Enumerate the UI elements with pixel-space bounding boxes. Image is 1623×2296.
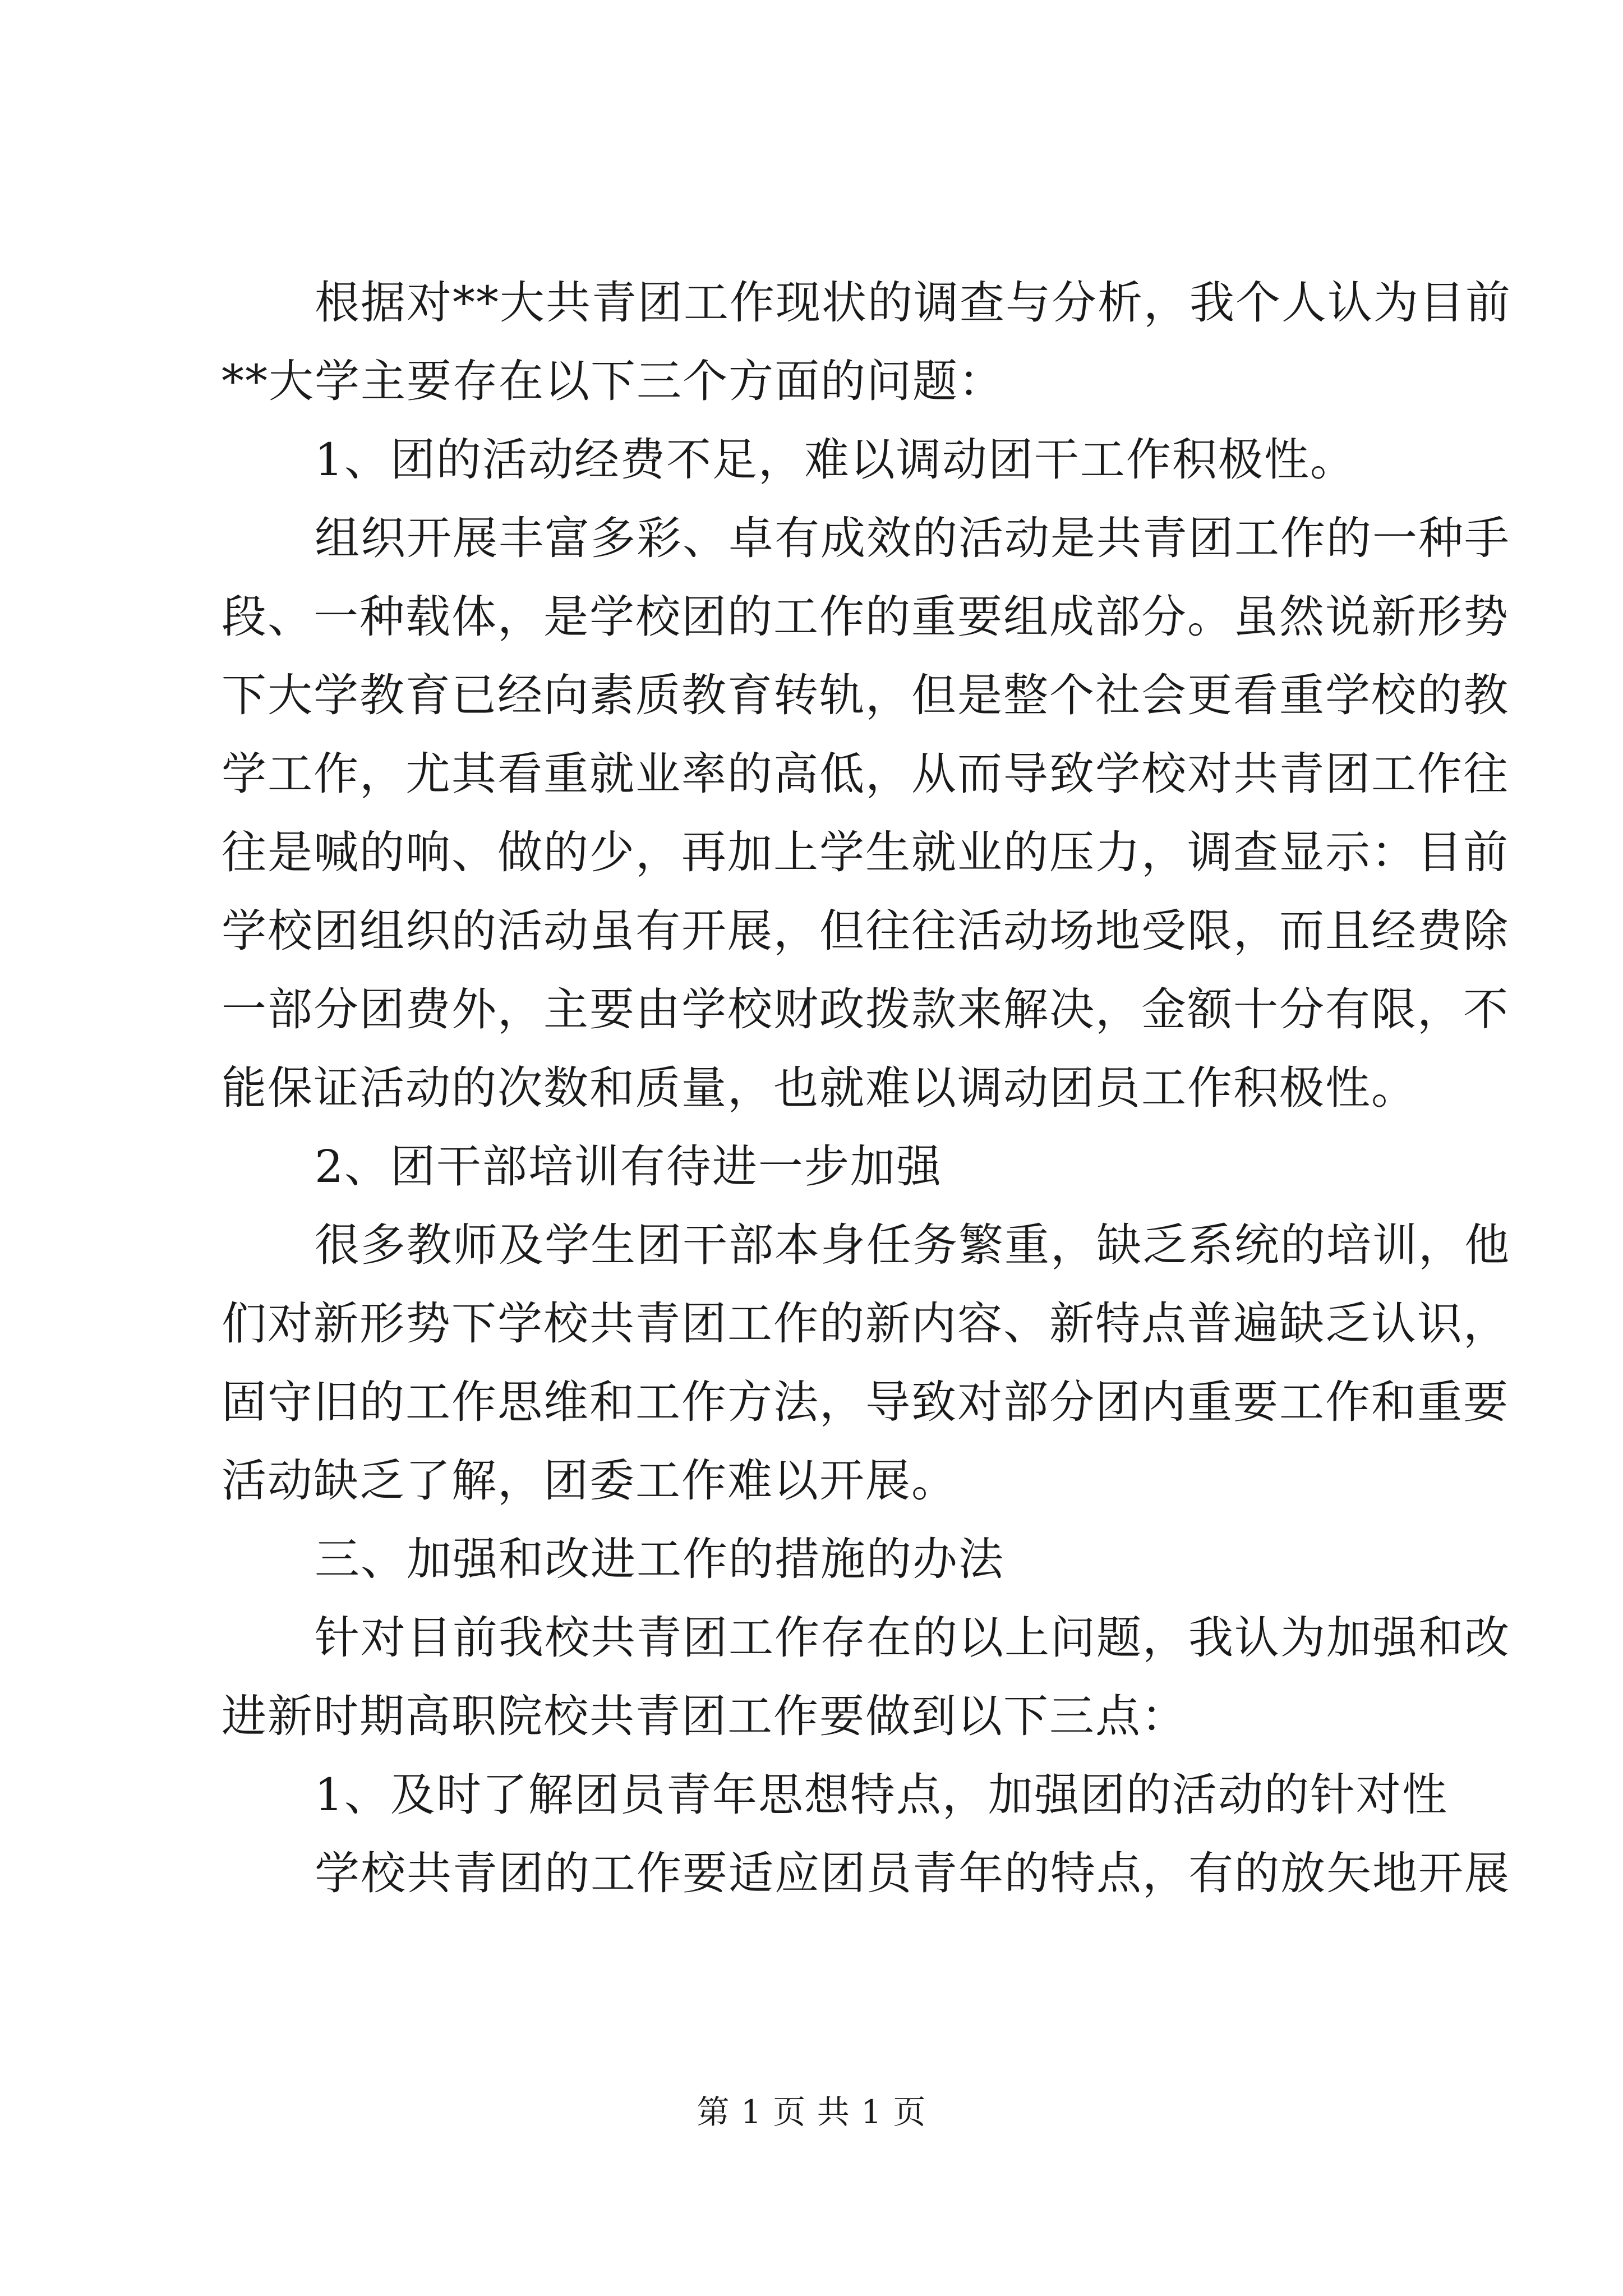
paragraph-line: **大学主要存在以下三个方面的问题： <box>222 355 1004 407</box>
section-heading-line: 1、团的活动经费不足，难以调动团干工作积极性。 <box>315 434 1356 486</box>
paragraph-line: 进新时期高职院校共青团工作要做到以下三点： <box>222 1690 1187 1742</box>
paragraph-line: 针对目前我校共青团工作存在的以上问题，我认为加强和改 <box>315 1612 1510 1664</box>
paragraph-line: 下大学教育已经向素质教育转轨，但是整个社会更看重学校的教 <box>222 669 1509 721</box>
paragraph-line: 们对新形势下学校共青团工作的新内容、新特点普遍缺乏认识， <box>222 1297 1509 1350</box>
paragraph-line: 学工作，尤其看重就业率的高低，从而导致学校对共青团工作往 <box>222 748 1509 800</box>
section-heading-line: 2、团干部培训有待进一步加强 <box>315 1140 942 1193</box>
paragraph-line: 段、一种载体，是学校团的工作的重要组成部分。虽然说新形势 <box>222 591 1509 643</box>
paragraph-line: 活动缺乏了解，团委工作难以开展。 <box>222 1455 957 1507</box>
section-heading-line: 1、及时了解团员青年思想特点，加强团的活动的针对性 <box>315 1769 1448 1821</box>
paragraph-line: 根据对**大共青团工作现状的调查与分析，我个人认为目前 <box>315 277 1511 329</box>
body-text <box>222 264 1511 1913</box>
paragraph-line: 学校共青团的工作要适应团员青年的特点，有的放矢地开展 <box>315 1847 1510 1899</box>
page-number-label: 第 1 页 共 1 页 <box>697 2093 926 2131</box>
paragraph-line: 学校团组织的活动虽有开展，但往往活动场地受限，而且经费除 <box>222 905 1509 957</box>
section-heading-line: 三、加强和改进工作的措施的办法 <box>315 1533 1004 1585</box>
paragraph-line: 很多教师及学生团干部本身任务繁重，缺乏系统的培训，他 <box>315 1219 1510 1271</box>
paragraph-line: 一部分团费外，主要由学校财政拨款来解决，金额十分有限，不 <box>222 983 1509 1036</box>
paragraph-line: 往是喊的响、做的少，再加上学生就业的压力，调查显示：目前 <box>222 826 1509 878</box>
paragraph-line: 组织开展丰富多彩、卓有成效的活动是共青团工作的一种手 <box>315 512 1510 564</box>
page-footer <box>0 2090 1623 2134</box>
paragraph-line: 能保证活动的次数和质量，也就难以调动团员工作积极性。 <box>222 1062 1417 1114</box>
paragraph-line: 固守旧的工作思维和工作方法，导致对部分团内重要工作和重要 <box>222 1376 1509 1428</box>
